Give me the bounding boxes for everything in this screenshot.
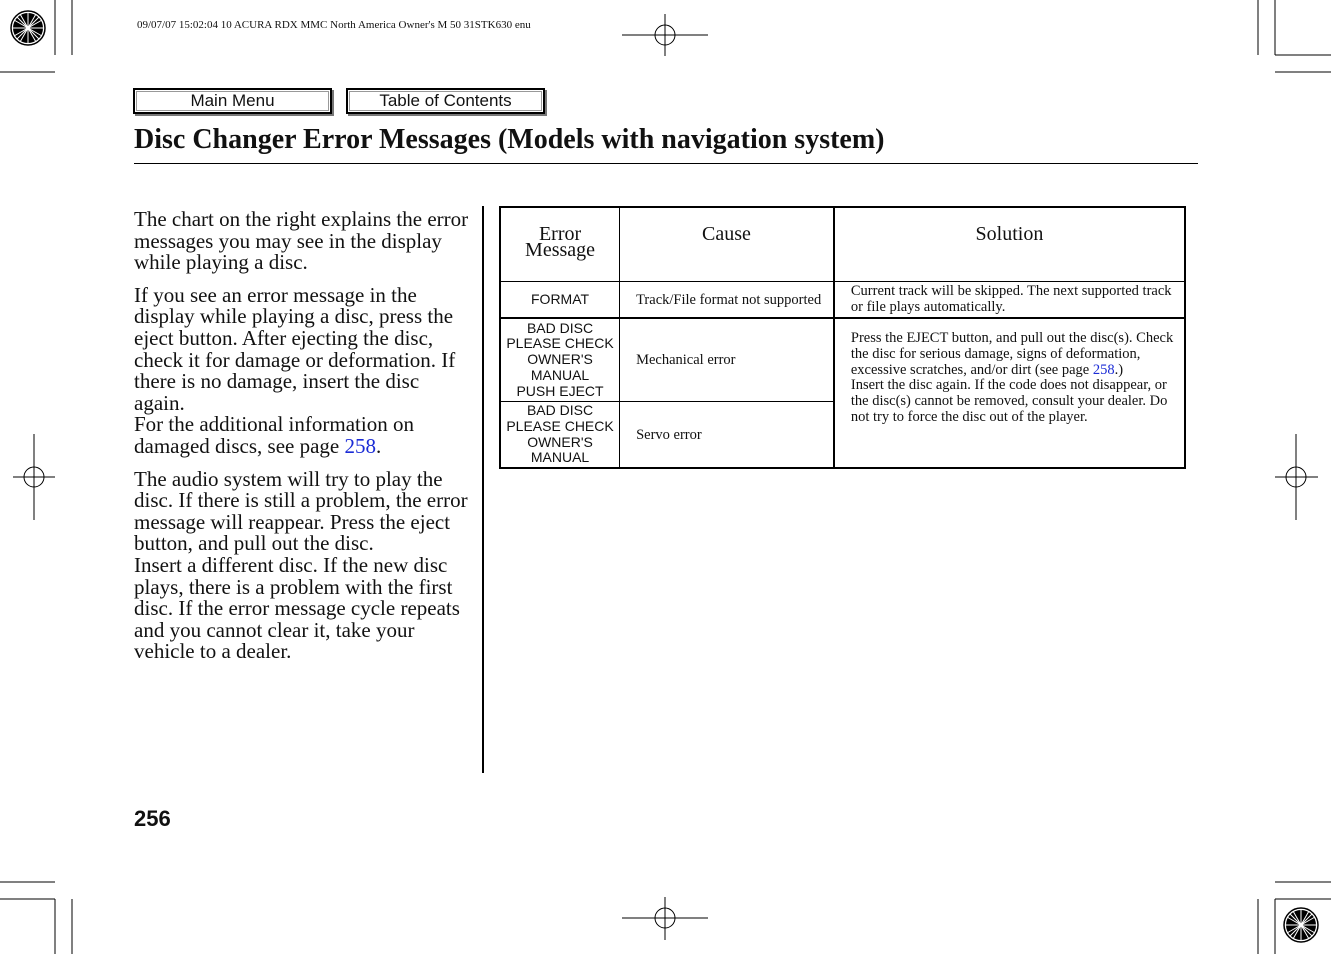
header-error-message (500, 207, 620, 282)
header-cause: Cause (620, 207, 834, 282)
paragraph-retry: The audio system will try to play the disc. If there is still a problem, the error message will reappear. Press the eject button, and pull out the disc. (134, 466, 468, 556)
main-menu-button[interactable]: Main Menu (133, 88, 332, 114)
cause-cell: Track/File format not supported (620, 282, 834, 319)
paragraph-eject: If you see an error message in the display while playing a disc, press the eject button. After ejecting the disc, check it for damage or deformation. If there is no damage, insert the disc again. (134, 282, 456, 415)
solution-page-258-link[interactable]: 258 (1092, 361, 1115, 378)
error-code-line: PLEASE CHECK (506, 417, 614, 434)
error-code-line: MANUAL (530, 366, 590, 383)
error-code-line: BAD DISC (526, 402, 594, 419)
page-title: Disc Changer Error Messages (Models with navigation system) (134, 124, 885, 155)
table-row (500, 282, 1185, 319)
error-code-line: PUSH EJECT (516, 382, 604, 399)
solution-insert-again-text: Insert the disc again. If the code does not disappear, or the disc(s) cannot be removed, consult your dealer. Do not try to force the disc out of the player. (850, 377, 1168, 425)
error-code-line: PLEASE CHECK (506, 335, 614, 352)
error-code-line: MANUAL (530, 449, 590, 466)
solution-eject-text: Press the EJECT button, and pull out the disc(s). Check the disc for serious damage, signs of deformation, excessive scratches, and/or dirt (see page (850, 330, 1174, 378)
error-code-line: BAD DISC (526, 319, 594, 336)
solution-paren-close: .) (1114, 361, 1124, 378)
title-divider (134, 163, 1198, 164)
body-text (134, 209, 472, 674)
error-code-cell (500, 318, 620, 402)
error-code-line: FORMAT (531, 290, 590, 307)
cause-cell: Mechanical error (620, 318, 834, 402)
solution-cell: Current track will be skipped. The next supported track or file plays automatically. (834, 282, 1185, 319)
table-header-row (500, 207, 1185, 282)
header-error-line2: Message (525, 239, 596, 261)
page-number: 256 (134, 806, 171, 831)
cause-cell: Servo error (620, 402, 834, 469)
paragraph-intro: The chart on the right explains the error messages you may see in the display while playing a disc. (134, 207, 469, 275)
table-of-contents-button[interactable]: Table of Contents (346, 88, 545, 114)
page-258-link[interactable]: 258 (344, 433, 377, 458)
error-code-line: OWNER'S (527, 433, 593, 450)
header-solution: Solution (834, 207, 1185, 282)
damage-ref-text: For the additional information on damaged discs, see page (134, 412, 414, 458)
column-divider (482, 206, 484, 773)
print-stamp: 09/07/07 15:02:04 10 ACURA RDX MMC North America Owner's M 50 31STK630 enu (137, 19, 531, 31)
damage-ref-period: . (376, 433, 382, 458)
paragraph-damage-ref (134, 414, 472, 457)
paragraph-different-disc: Insert a different disc. If the new disc plays, there is a problem with the first disc. If the error message cycle repeats and you cannot clear it, take your vehicle to a dealer. (134, 552, 460, 664)
header-error-line1: Error (538, 223, 582, 245)
error-code-line: OWNER'S (527, 351, 593, 368)
error-code-cell (500, 282, 620, 319)
error-message-table (499, 206, 1186, 469)
table-row (500, 318, 1185, 402)
error-code-cell (500, 402, 620, 469)
shared-solution-cell (834, 318, 1185, 468)
